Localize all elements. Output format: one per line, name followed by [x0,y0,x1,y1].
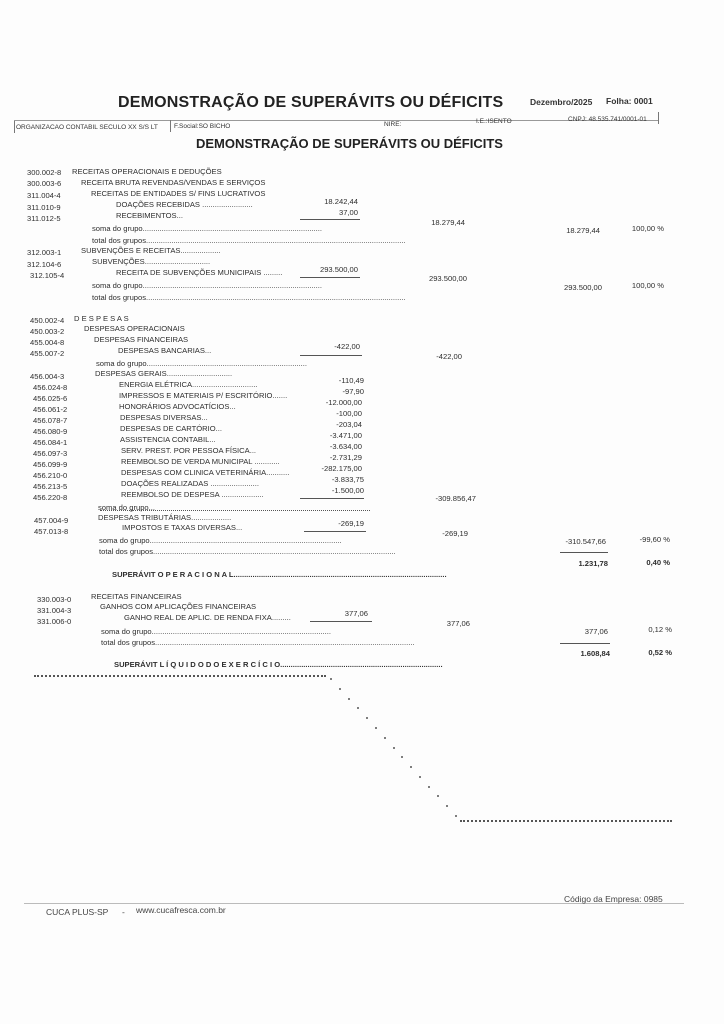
diagonal-dot [330,678,332,680]
account-label: DESPESAS FINANCEIRAS [94,335,189,344]
value-col1: -2.731,29 [329,453,362,462]
nire-label: NIRE: [384,121,402,128]
account-label: REEMBOLSO DE DESPESA .................... [121,490,264,499]
account-label: ASSISTENCIA CONTABIL... [120,435,216,444]
group-total-label: total dos grupos........................................................................................................................... [101,638,415,647]
diagonal-dot [419,776,421,778]
account-code: 456.004-3 [30,372,65,381]
diagonal-dot [455,815,457,817]
value-col1: -3.471,00 [329,431,362,440]
account-code: 450.002-4 [30,316,65,325]
account-code: 456.078-7 [33,416,68,425]
account-label: SERV. PREST. POR PESSOA FÍSICA... [121,446,257,455]
account-label: IMPOSTOS E TAXAS DIVERSAS... [122,523,243,532]
account-label: IMPRESSOS E MATERIAIS P/ ESCRITÓRIO....... [119,391,288,400]
value-col1: -422,00 [334,342,360,351]
account-label: RECEITA BRUTA REVENDAS/VENDAS E SERVIÇOS [81,178,266,187]
account-label: DESPESAS OPERACIONAIS [84,324,185,333]
value-col1: -203,04 [336,420,362,429]
value-col2: 293.500,00 [428,274,467,283]
account-label: GANHOS COM APLICAÇÕES FINANCEIRAS [100,602,257,611]
social-name: F.Social:SO BICHO [174,123,231,130]
company-code: Código da Empresa: 0985 [564,894,663,904]
footer-separator: - [122,907,125,917]
value-col3: 18.279,44 [566,226,600,235]
diagonal-dot [393,747,395,749]
account-code: 330.003-0 [37,595,72,604]
account-code: 456.210-0 [33,471,68,480]
total-line [560,643,610,644]
group-sum-label: soma do grupo..................................................................................... [101,627,331,636]
account-label: DESPESAS GERAIS............................... [95,369,233,378]
diagonal-dot [437,795,439,797]
group-sum-label: soma do grupo..................................................................................... [92,224,322,233]
diagonal-dot [401,756,403,758]
header-sep [14,121,15,133]
account-label: DESPESAS BANCARIAS... [118,346,212,355]
header-line [14,120,659,121]
account-label: GANHO REAL DE APLIC. DE RENDA FIXA......... [124,613,291,622]
value-col1: -1.500,00 [331,486,364,495]
account-code: 456.213-5 [33,482,68,491]
diagonal-dot [375,727,377,729]
account-code: 456.099-9 [33,460,68,469]
report-subtitle: DEMONSTRAÇÃO DE SUPERÁVITS OU DÉFICITS [196,136,503,151]
sum-line [304,531,366,532]
account-label: DOAÇÕES REALIZADAS ....................... [121,479,259,488]
value-col1: -100,00 [336,409,362,418]
value-col2: -269,19 [442,529,468,538]
account-label: DESPESAS DIVERSAS... [120,413,208,422]
operational-surplus-label: SUPERÁVIT O P E R A C I O N A L..................................................................................................... [112,570,447,579]
account-code: 457.013-8 [34,527,69,536]
diagonal-dot [339,688,341,690]
group-total-label: total dos grupos................................................................................................................... [99,547,396,556]
account-code: 300.003-6 [27,179,62,188]
account-code: 331.004-3 [37,606,72,615]
company-name: ORGANIZACAO CONTABIL SECULO XX S/S LT [16,124,158,131]
sum-line [300,498,364,499]
value-col3: -310.547,66 [565,537,606,546]
value-col2: -422,00 [436,352,462,361]
sum-line [310,621,372,622]
group-total-label: total dos grupos........................................................................................................................... [92,236,406,245]
value-col1: -282.175,00 [321,464,362,473]
percent-value: 0,40 % [646,558,670,567]
group-sum-label: soma do grupo... [98,503,155,512]
account-code: 456.025-6 [33,394,68,403]
account-label: RECEBIMENTOS... [116,211,183,220]
value-col1: 377,06 [344,609,368,618]
account-label: DOAÇÕES RECEBIDAS ........................ [116,200,253,209]
diagonal-dot [348,698,350,700]
value-col3: 293.500,00 [563,283,602,292]
account-label: REEMBOLSO DE VERDA MUNICIPAL ............ [121,457,280,466]
account-code: 456.080-9 [33,427,68,436]
account-label: HONORÁRIOS ADVOCATÍCIOS... [119,402,236,411]
value-col2: -309.856,47 [435,494,476,503]
account-label: SUBVENÇÕES............................... [92,257,211,266]
account-label: RECEITAS FINANCEIRAS [91,592,182,601]
account-code: 312.003-1 [27,248,62,257]
total-line [560,552,608,553]
account-code: 456.084-1 [33,438,68,447]
value-col1: -110,49 [338,376,364,385]
value-col1: -3.634,00 [329,442,362,451]
account-label: D E S P E S A S [74,314,129,323]
value-col1: -3.833,75 [331,475,364,484]
account-label: RECEITAS DE ENTIDADES S/ FINS LUCRATIVOS [91,189,266,198]
value-col3: 1.231,78 [578,559,608,568]
value-col1: 293.500,00 [319,265,358,274]
account-code: 455.004-8 [30,338,65,347]
account-code: 312.104-6 [27,260,62,269]
diagonal-dot [446,805,448,807]
percent-value: 100,00 % [631,281,664,290]
account-code: 456.061-2 [33,405,68,414]
percent-value: 100,00 % [631,224,664,233]
header-sep [658,112,659,124]
diagonal-dot [410,766,412,768]
group-total-label: total dos grupos........................................................................................................................... [92,293,406,302]
value-col2: 18.279,44 [431,218,465,227]
cnpj-label: CNPJ: 48.535.741/0001-01 [568,116,647,123]
percent-value: 0,12 % [648,625,672,634]
diagonal-dot [366,717,368,719]
account-code: 311.004-4 [27,191,61,200]
account-label: DESPESAS DE CARTÓRIO... [120,424,222,433]
account-code: 311.010-9 [27,203,61,212]
sum-line [300,277,360,278]
value-col1: 18.242,44 [324,197,358,206]
closing-dotted-line [34,675,326,677]
folha-label: Folha: 0001 [606,96,653,106]
account-code: 456.097-3 [33,449,68,458]
account-code: 331.006-0 [37,617,72,626]
group-sum-label: soma do grupo............................................................................ [96,359,308,368]
page-title: DEMONSTRAÇÃO DE SUPERÁVITS OU DÉFICITS [118,94,504,111]
account-label: SUBVENÇÕES E RECEITAS................... [81,246,221,255]
group-sum-label: soma do grupo..................................................................................... [92,281,322,290]
account-code: 455.007-2 [30,349,65,358]
account-code: 450.003-2 [30,327,65,336]
period-label: Dezembro/2025 [530,97,593,107]
footer-brand: CUCA PLUS-SP [46,907,109,917]
account-label: RECEITA DE SUBVENÇÕES MUNICIPAIS ......... [116,268,283,277]
value-col1: -97,90 [342,387,364,396]
account-label: ENERGIA ELÉTRICA............................... [119,380,258,389]
ie-label: I.E.:ISENTO [476,118,512,125]
account-label: RECEITAS OPERACIONAIS E DEDUÇÕES [72,167,222,176]
value-col2: 377,06 [446,619,470,628]
closing-dotted-line [460,820,672,822]
group-sum-label: soma do grupo........................................................................................... [99,536,342,545]
value-col1: -12.000,00 [325,398,362,407]
net-surplus-label: SUPERÁVIT L Í Q U I D O D O E X E R C Í C I O............................................................................. [114,660,443,669]
sum-line [300,355,362,356]
account-code: 456.024-8 [33,383,68,392]
percent-value: 0,52 % [648,648,672,657]
account-code: 311.012-5 [27,214,61,223]
value-col1: -269,19 [338,519,364,528]
diagonal-dot [384,737,386,739]
account-label: DESPESAS TRIBUTÁRIAS................... [98,513,232,522]
diagonal-dot [357,707,359,709]
percent-value: -99,60 % [639,535,670,544]
diagonal-dot [428,786,430,788]
sum-line [300,219,360,220]
value-col3: 1.608,84 [580,649,610,658]
footer-website[interactable]: www.cucafresca.com.br [136,905,226,915]
value-col3: 377,06 [584,627,608,636]
account-code: 300.002-8 [27,168,62,177]
header-sep [170,120,171,132]
value-col1: 37,00 [338,208,358,217]
account-label: DESPESAS COM CLINICA VETERINÁRIA........... [121,468,290,477]
account-code: 457.004-9 [34,516,69,525]
account-code: 456.220-8 [33,493,68,502]
account-code: 312.105-4 [30,271,65,280]
